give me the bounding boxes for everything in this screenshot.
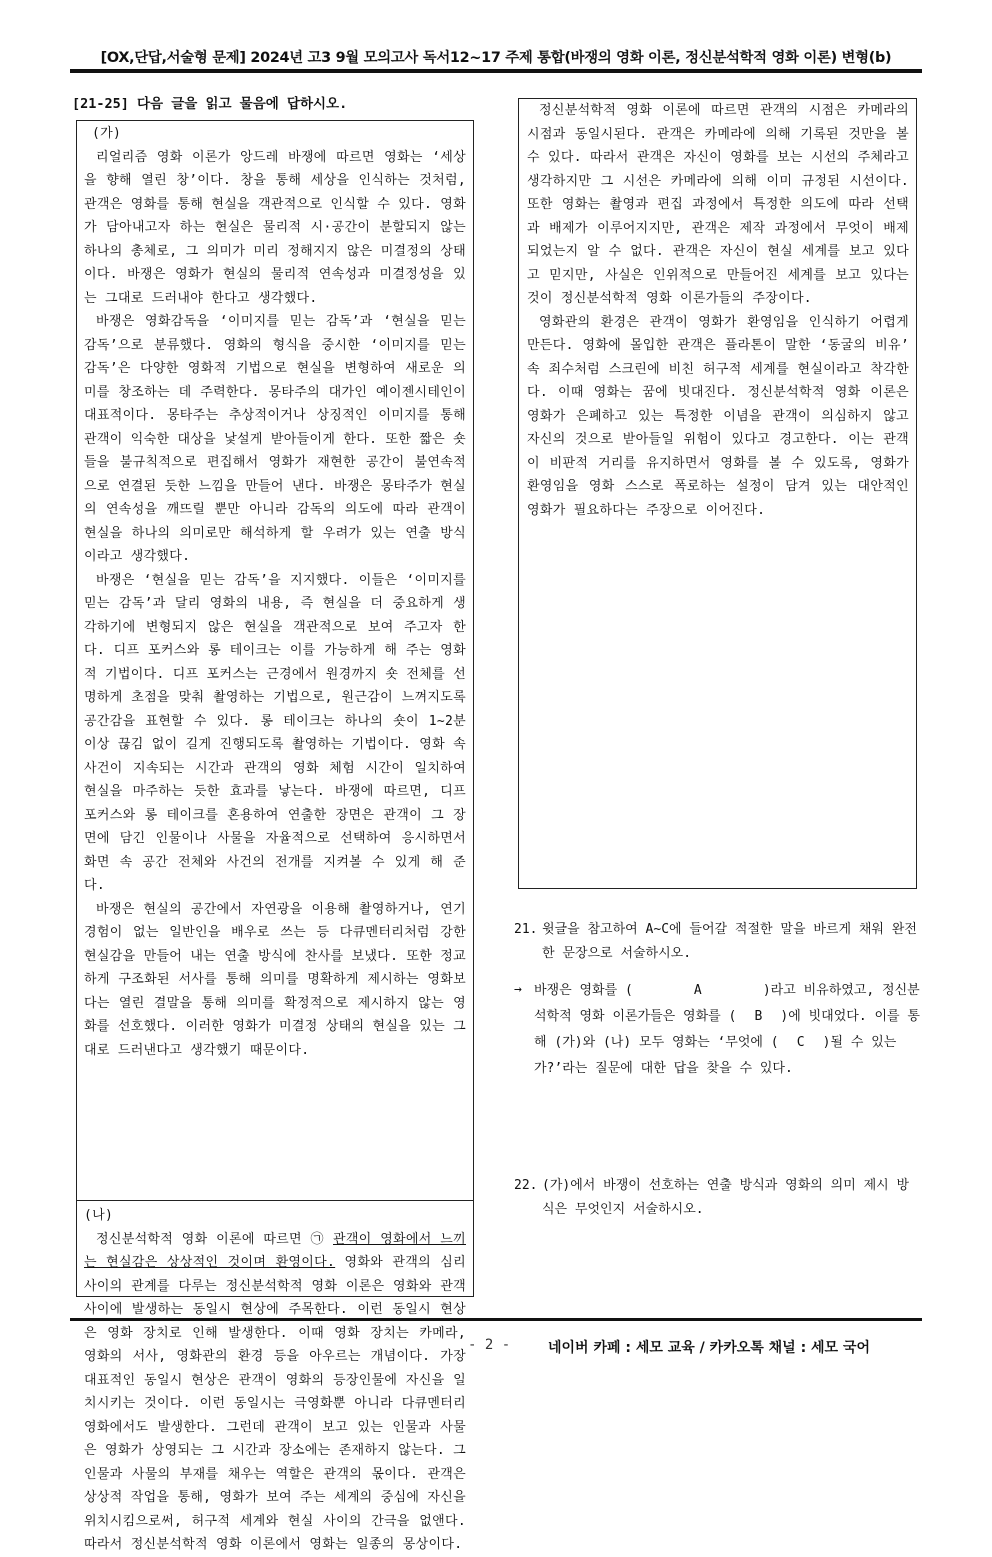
- header-rule: [70, 69, 922, 73]
- passage-ga-label: (가): [92, 126, 122, 141]
- page-number: - 2 -: [468, 1337, 511, 1353]
- sentence-part: )에 빗대었다. 이를 통해 (가)와 (나) 모두 영화는 ‘무엇에 (: [534, 1009, 920, 1050]
- underlined-claim: 관객이 영화에서 느끼는 현실감은 상상적인 것이며 환영이다.: [84, 1231, 466, 1270]
- paragraph: 영화관의 환경은 관객이 영화가 환영임을 인식하기 어렵게 만든다. 영화에 몰입한 관객은 플라톤이 말한 ‘동굴의 비유’ 속 죄수처럼 스크린에 비친 허구적 세계를 현실이라고 착각한다. 이때 영화는 꿈에 빗대진다. 정신분석학적 영화 이론은 영화가 은폐하고 있는 특정한 이념을 관객이 의심하지 않고 자신의 것으로 받아들일 위험이 있다고 경고한다. 이는 관객이 비판적 거리를 유지하면서 영화를 볼 수 있도록, 영화가 환영임을 영화 스스로 폭로하는 설정이 담겨 있는 대안적인 영화가 필요하다는 주장으로 이어진다.: [527, 314, 909, 518]
- question-21: [514, 918, 920, 1082]
- sentence-part: 바쟁은 영화를 (: [534, 983, 633, 998]
- question-number: 22.: [514, 1178, 538, 1193]
- underline-marker: ㉠: [310, 1231, 325, 1247]
- paragraph: 바쟁은 현실의 공간에서 자연광을 이용해 촬영하거나, 연기 경험이 없는 일반인을 배우로 쓰는 등 다큐멘터리처럼 강한 현실감을 만들어 내는 연출 방식에 찬사를 보냈다. 또한 정교하게 구조화된 서사를 통해 의미를 명확하게 제시하는 영화보다는 열린 결말을 통해 의미를 확정적으로 제시하지 않는 영화를 선호했다. 이러한 영화가 미결정 상태의 현실을 있는 그대로 드러낸다고 생각했기 때문이다.: [84, 901, 466, 1058]
- sentence-part: )될 수 있는가?’라는 질문에 대한 답을 찾을 수 있다.: [534, 1035, 897, 1076]
- na-continuation: 영화와 관객의 심리 사이의 관계를 다루는 정신분석학적 영화 이론은 영화와 관객 사이에 발생하는 동일시 현상에 주목한다. 이런 동일시 현상은 영화 장치로 인해 발생한다. 이때 영화 장치는 카메라, 영화의 서사, 영화관의 환경 등을 아우르는 개념이다. 가장 대표적인 동일시 현상은 관객이 영화의 등장인물에 자신을 일치시키는 것이다. 이런 동일시는 극영화뿐 아니라 다큐멘터리 영화에서도 발생한다. 그런데 관객이 보고 있는 인물과 사물은 영화가 상영되는 그 시간과 장소에는 존재하지 않는다. 그 인물과 사물의 부재를 채우는 역할은 관객의 몫이다. 관객은 상상적 작업을 통해, 영화가 보여 주는 세계의 중심에 자신을 위치시킴으로써, 허구적 세계와 현실 사이의 간극을 없앤다. 따라서 정신분석학적 영화 이론에서 영화는 일종의 몽상이다.: [84, 1255, 466, 1552]
- fill-in-sentence: [534, 978, 920, 1082]
- passage-na-cont: [527, 99, 909, 522]
- paragraph: [84, 1228, 466, 1557]
- instruction: [21-25] 다음 글을 읽고 물음에 답하시오.: [72, 96, 348, 112]
- question-prompt: (가)에서 바쟁이 선호하는 연출 방식과 영화의 의미 제시 방식은 무엇인지 서술하시오.: [542, 1178, 910, 1217]
- arrow-icon: →: [514, 982, 522, 997]
- footer-text: 네이버 카페 : 세모 교육 / 카카오톡 채널 : 세모 국어: [548, 1340, 871, 1356]
- blank-a[interactable]: A: [693, 983, 702, 998]
- na-intro: 정신분석학적 영화 이론에 따르면: [96, 1231, 302, 1247]
- passage-na-start: [84, 1204, 466, 1557]
- footer-rule: [70, 1318, 922, 1321]
- paragraph: 바쟁은 영화감독을 ‘이미지를 믿는 감독’과 ‘현실을 믿는 감독’으로 분류했다. 영화의 형식을 중시한 ‘이미지를 믿는 감독’은 다양한 영화적 기법으로 현실을 변형하여 새로운 의미를 창조하는 데 주력한다. 몽타주의 대가인 예이젠시테인이 대표적이다. 몽타주는 추상적이거나 상징적인 이미지를 통해 관객이 익숙한 대상을 낯설게 받아들이게 한다. 또한 짧은 숏들을 불규칙적으로 편집해서 영화가 재현한 공간이 불연속적으로 연결된 듯한 느낌을 만들어 낸다. 바쟁은 몽타주가 현실의 연속성을 깨뜨릴 뿐만 아니라 감독의 의도에 따라 관객이 현실을 하나의 의미로만 해석하게 할 우려가 있는 연출 방식이라고 생각했다.: [84, 314, 466, 564]
- blank-c[interactable]: C: [796, 1035, 805, 1050]
- passage-ga: [84, 122, 466, 1062]
- blank-b[interactable]: B: [754, 1009, 763, 1024]
- page-header: [OX,단답,서술형 문제] 2024년 고3 9월 모의고사 독서12~17 주제 통합(바쟁의 영화 이론, 정신분석학적 영화 이론) 변형(b): [100, 50, 892, 66]
- paragraph: 리얼리즘 영화 이론가 앙드레 바쟁에 따르면 영화는 ‘세상을 향해 열린 창’이다. 창을 통해 세상을 인식하는 것처럼, 관객은 영화를 통해 현실을 객관적으로 인식할 수 있다. 영화가 담아내고자 하는 현실은 물리적 시·공간이 분할되지 않는 하나의 총체로, 그 의미가 미리 정해지지 않은 미결정의 상태이다. 바쟁은 영화가 현실의 물리적 연속성과 미결정성을 있는 그대로 드러내야 한다고 생각했다.: [84, 149, 466, 306]
- paragraph: 바쟁은 ‘현실을 믿는 감독’을 지지했다. 이들은 ‘이미지를 믿는 감독’과 달리 영화의 내용, 즉 현실을 더 중요하게 생각하기에 변형되지 않은 현실을 객관적으로 보여 주고자 한다. 디프 포커스와 롱 테이크는 이를 가능하게 해 주는 영화적 기법이다. 디프 포커스는 근경에서 원경까지 숏 전체를 선명하게 초점을 맞춰 촬영하는 기법으로, 원근감이 느껴지도록 공간감을 표현할 수 있다. 롱 테이크는 하나의 숏이 1~2분 이상 끊김 없이 길게 진행되도록 촬영하는 기법이다. 영화 속 사건이 지속되는 시간과 관객의 영화 체험 시간이 일치하여 현실을 마주하는 듯한 효과를 낳는다. 바쟁에 따르면, 디프 포커스와 롱 테이크를 혼용하여 연출한 장면은 관객이 그 장면에 담긴 인물이나 사물을 자율적으로 선택하여 응시하면서 화면 속 공간 전체와 사건의 전개를 지켜볼 수 있게 해 준다.: [84, 572, 466, 893]
- question-number: 21.: [514, 922, 538, 937]
- sentence-part: )라고 비유하였고, 정신분석학적 영화 이론가들은 영화를 (: [534, 983, 920, 1024]
- question-22: [514, 1174, 920, 1222]
- passage-na-label: (나): [84, 1208, 114, 1223]
- paragraph: 정신분석학적 영화 이론에 따르면 관객의 시점은 카메라의 시점과 동일시된다. 관객은 카메라에 의해 기록된 것만을 볼 수 있다. 따라서 관객은 자신이 영화를 보는 시선의 주체라고 생각하지만 그 시선은 카메라에 의해 이미 규정된 시선이다. 또한 영화는 촬영과 편집 과정에서 특정한 의도에 따라 선택과 배제가 이루어지지만, 관객은 제작 과정에서 무엇이 배제되었는지 알 수 없다. 관객은 자신이 현실 세계를 보고 있다고 믿지만, 사실은 인위적으로 만들어진 세계를 보고 있다는 것이 정신분석학적 영화 이론가들의 주장이다.: [527, 103, 909, 306]
- question-prompt: 윗글을 참고하여 A~C에 들어갈 적절한 말을 바르게 채워 완전한 문장으로 서술하시오.: [542, 922, 917, 961]
